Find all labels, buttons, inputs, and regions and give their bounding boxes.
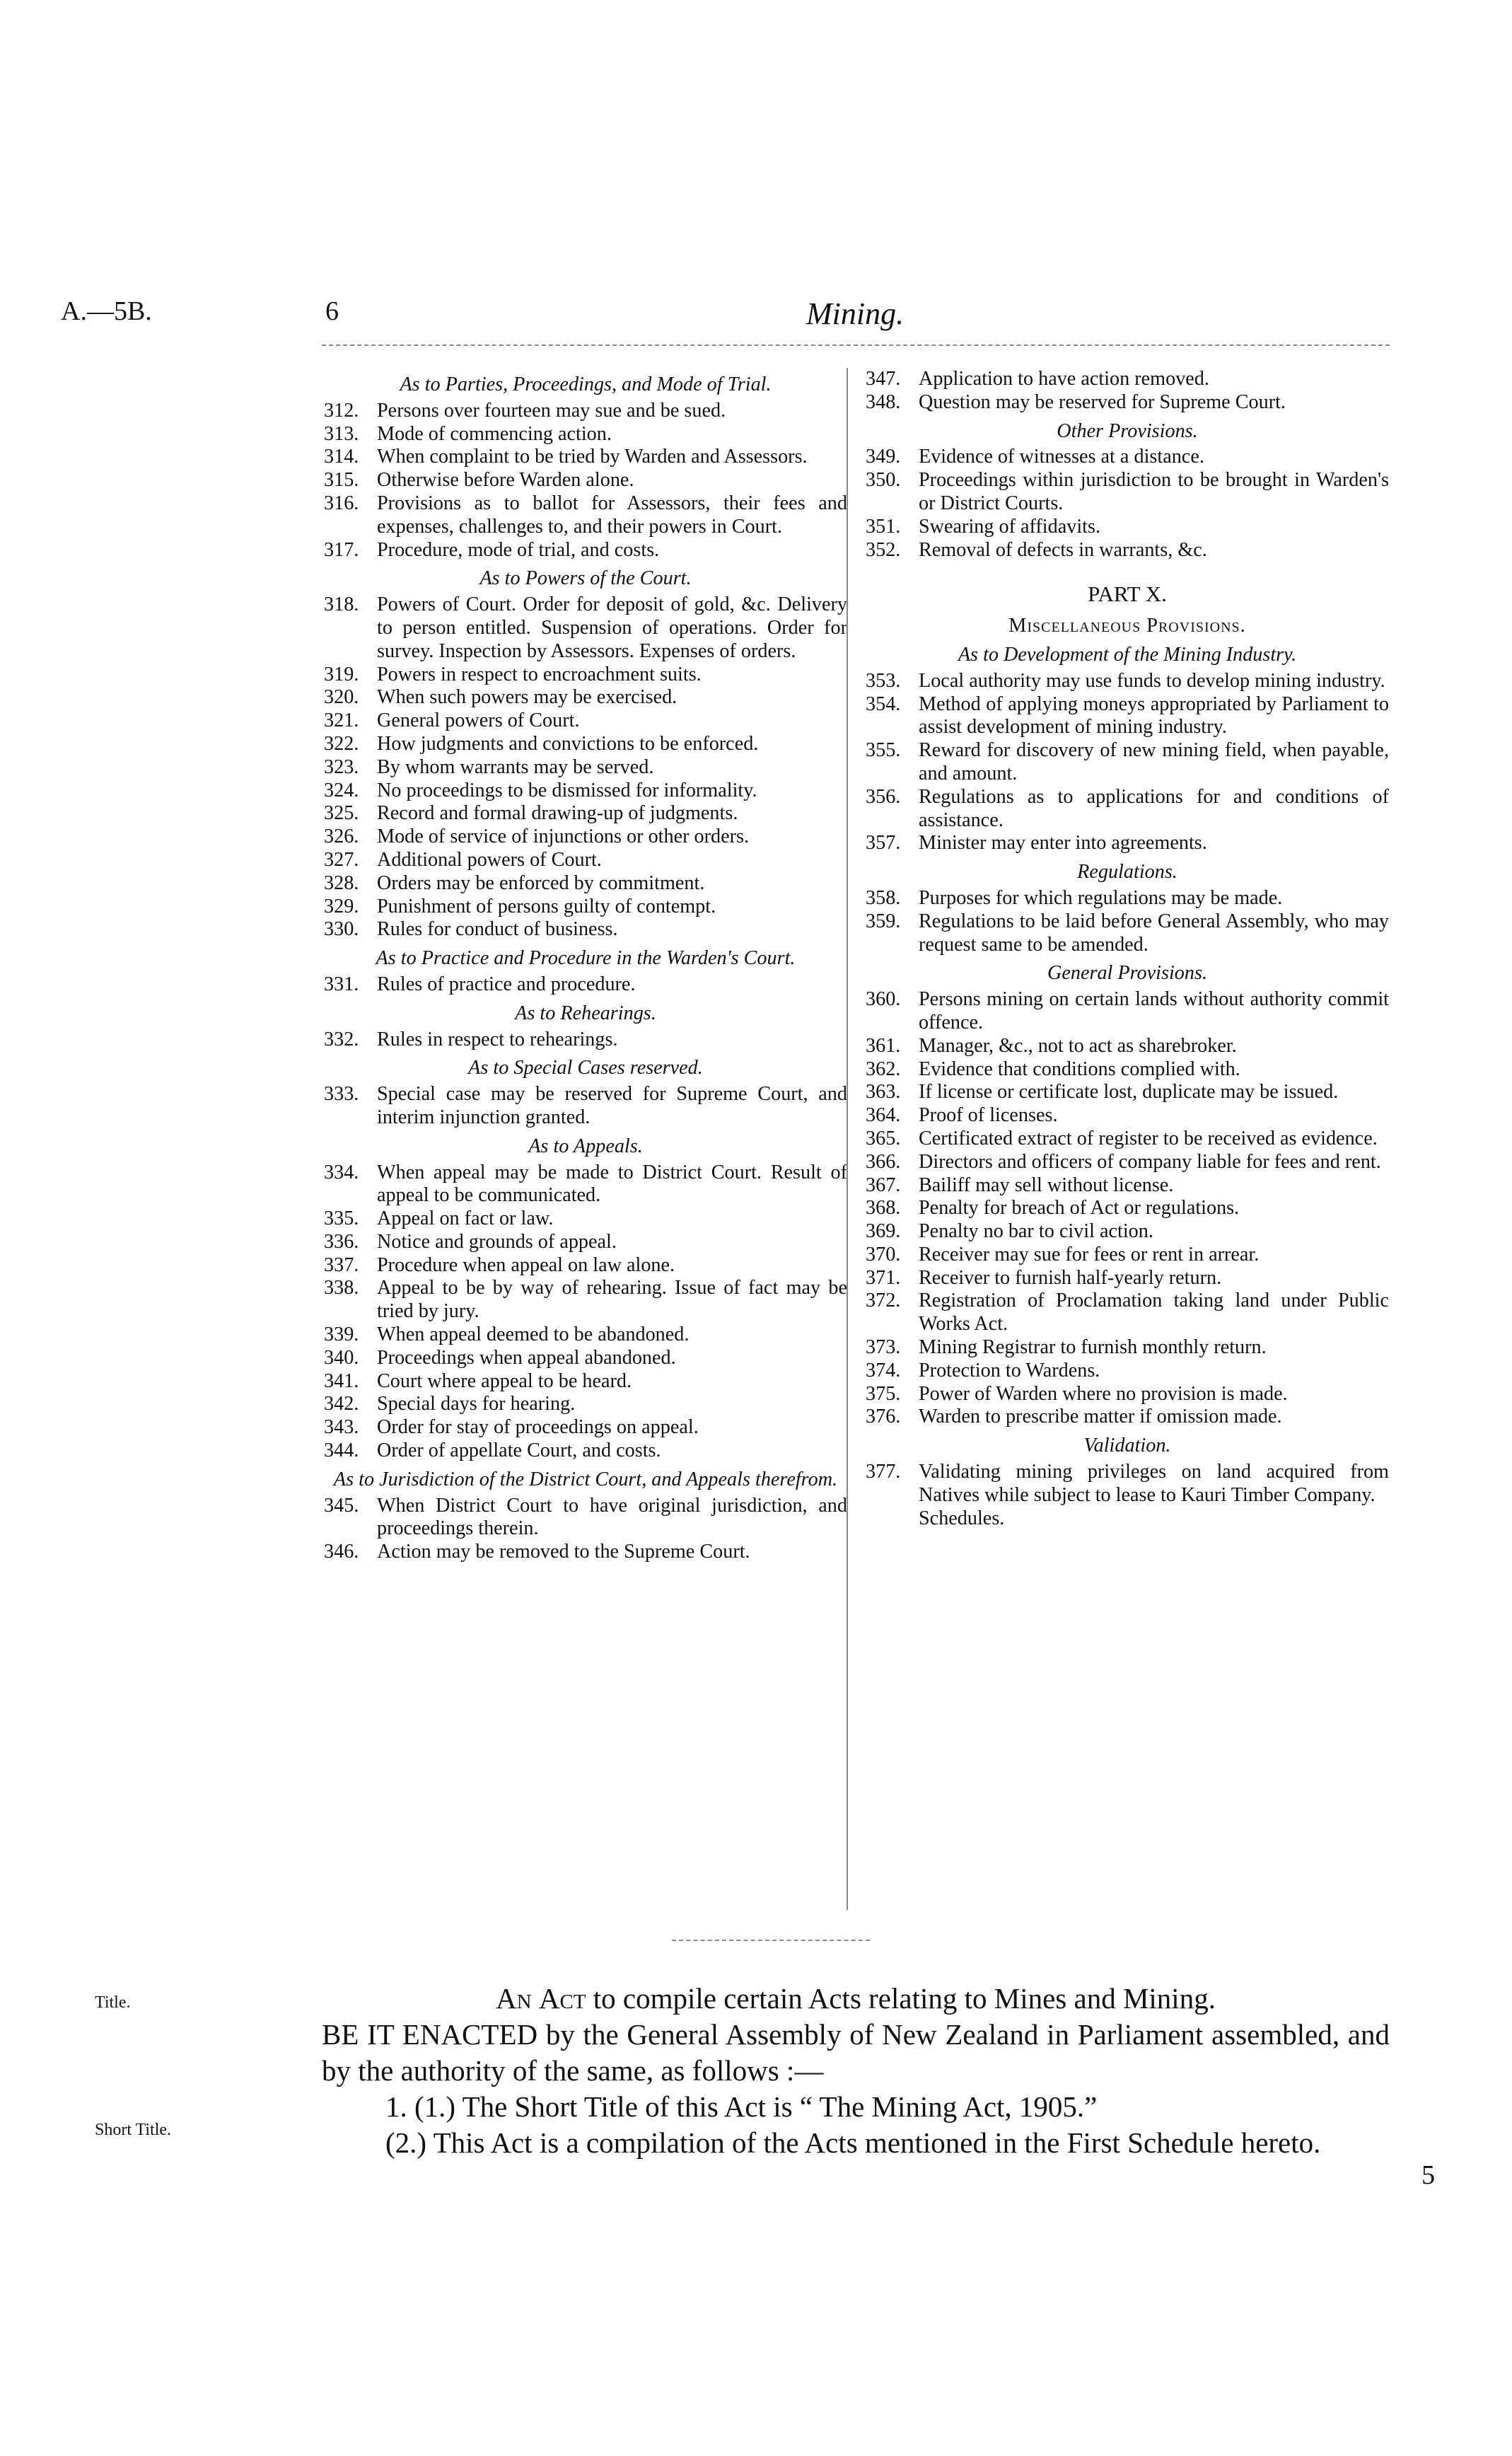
section-description: Procedure when appeal on law alone. <box>377 1253 675 1276</box>
section-description: Court where appeal to be heard. <box>377 1369 632 1392</box>
section-description: Order for stay of proceedings on appeal. <box>377 1416 699 1439</box>
section-1-2: (2.) This Act is a compilation of the Acts mentioned in the First Schedule hereto. <box>385 2126 1321 2159</box>
contents-entry <box>324 1440 847 1463</box>
section-description: Procedure, mode of trial, and costs. <box>377 538 660 561</box>
section-description: Special days for hearing. <box>377 1393 576 1415</box>
section-description: Certificated extract of register to be received as evidence. <box>919 1127 1378 1149</box>
contents-entry <box>324 1495 847 1541</box>
section-description: Order of appellate Court, and costs. <box>377 1440 661 1462</box>
contents-entry <box>324 1207 847 1231</box>
contents-entry <box>324 539 847 562</box>
section-description: Penalty no bar to civil action. <box>919 1220 1153 1243</box>
section-number: 319. <box>324 663 359 685</box>
long-title-text: to compile certain Acts relating to Mines and Mining. <box>593 1982 1216 2015</box>
contents-subheading: Other Provisions. <box>1057 419 1198 442</box>
section-number: 335. <box>324 1207 359 1230</box>
contents-entry <box>324 1277 847 1323</box>
contents-entry <box>324 423 847 446</box>
document-code: A.—5B. <box>61 296 152 326</box>
section-number: 338. <box>324 1277 359 1299</box>
section-description: Penalty for breach of Act or regulations. <box>919 1197 1240 1220</box>
contents-left-column <box>324 368 847 1564</box>
contents-entry <box>866 1406 1389 1429</box>
contents-subheading: As to Development of the Mining Industry. <box>958 643 1297 666</box>
section-description: Rules in respect to rehearings. <box>377 1028 618 1050</box>
margin-note-title: Title. <box>95 1993 131 2012</box>
contents-entry <box>324 664 847 687</box>
contents-entry <box>324 849 847 872</box>
contents-entry <box>324 1254 847 1278</box>
contents-entry <box>324 973 847 997</box>
contents-subheading: Regulations. <box>1077 861 1177 884</box>
section-number: 348. <box>866 390 901 413</box>
section-description: Question may be reserved for Supreme Court. <box>919 390 1286 413</box>
section-number: 312. <box>324 399 359 422</box>
section-number: 363. <box>866 1081 901 1104</box>
contents-entry <box>324 1416 847 1440</box>
section-number: 329. <box>324 895 359 917</box>
page-number: 6 <box>325 296 339 326</box>
section-description: Warden to prescribe matter if omission made. <box>919 1406 1282 1428</box>
section-number: 331. <box>324 973 359 995</box>
section-number: 344. <box>324 1440 359 1462</box>
section-number: 345. <box>324 1494 359 1517</box>
section-description: Special case may be reserved for Supreme Court, and interim injunction granted. <box>377 1083 847 1128</box>
section-description: By whom warrants may be served. <box>377 755 654 778</box>
section-description: Mining Registrar to furnish monthly return. <box>919 1336 1267 1359</box>
contents-subheading: As to Powers of the Court. <box>479 567 692 590</box>
section-number: 365. <box>866 1127 901 1149</box>
contents-subheading: General Provisions. <box>1047 962 1207 985</box>
section-description: Punishment of persons guilty of contempt. <box>377 895 716 917</box>
contents-subheading: As to Practice and Procedure in the Warden's Court. <box>376 947 796 970</box>
section-description: Provisions as to ballot for Assessors, their fees and expenses, challenges to, and their powers in Court. <box>377 492 847 538</box>
contents-entry <box>866 1267 1389 1290</box>
contents-entry <box>866 887 1389 910</box>
column-divider <box>847 368 848 1910</box>
section-description: When District Court to have original jurisdiction, and proceedings therein. <box>377 1494 847 1540</box>
section-number: 347. <box>866 368 901 390</box>
section-description: When complaint to be tried by Warden and Assessors. <box>377 446 808 468</box>
section-number: 314. <box>324 446 359 468</box>
section-number: 327. <box>324 848 359 871</box>
section-number: 376. <box>866 1406 901 1428</box>
section-number: 330. <box>324 918 359 941</box>
contents-entry <box>866 368 1389 391</box>
section-description: How judgments and convictions to be enforced. <box>377 732 759 755</box>
contents-entry <box>324 802 847 826</box>
section-number: 358. <box>866 886 901 909</box>
section-description: Appeal to be by way of rehearing. Issue of fact may be tried by jury. <box>377 1277 847 1323</box>
section-number: 321. <box>324 709 359 732</box>
contents-entry <box>324 446 847 469</box>
section-number: 315. <box>324 469 359 492</box>
section-number: 362. <box>866 1058 901 1080</box>
section-number: 364. <box>866 1104 901 1127</box>
section-number: 323. <box>324 755 359 778</box>
section-number: 326. <box>324 826 359 848</box>
section-number: 355. <box>866 739 901 762</box>
section-description: Validating mining privileges on land acquired from Natives while subject to lease to Kauri Timber Company. <box>919 1461 1389 1506</box>
contents-entry <box>866 670 1389 693</box>
page-title: Mining. <box>806 296 905 331</box>
contents-entry <box>324 593 847 663</box>
section-number: 367. <box>866 1174 901 1196</box>
section-description: Evidence that conditions complied with. <box>919 1058 1240 1080</box>
section-number: 377. <box>866 1461 901 1483</box>
section-description: Local authority may use funds to develop mining industry. <box>919 669 1385 692</box>
section-description: Swearing of affidavits. <box>919 515 1101 538</box>
contents-entry <box>866 1244 1389 1267</box>
contents-entry <box>866 1360 1389 1383</box>
section-number: 332. <box>324 1028 359 1050</box>
contents-entry <box>866 910 1389 957</box>
contents-subheading: As to Jurisdiction of the District Court, and Appeals therefrom. <box>333 1468 838 1490</box>
section-description: Rules for conduct of business. <box>377 918 618 941</box>
enacting-clause: BE IT ENACTED by the General Assembly of New Zealand in Parliament assembled, and by the authority of the same, as follows :— <box>322 2018 1390 2087</box>
section-description: Powers in respect to encroachment suits. <box>377 663 702 685</box>
section-number: 317. <box>324 538 359 561</box>
section-description: Appeal on fact or law. <box>377 1207 554 1230</box>
contents-entry <box>324 1231 847 1254</box>
contents-entry <box>324 1347 847 1370</box>
section-description: Rules of practice and procedure. <box>377 973 636 995</box>
section-number: 340. <box>324 1346 359 1369</box>
contents-entry <box>324 826 847 849</box>
section-description: Directors and officers of company liable for fees and rent. <box>919 1150 1381 1173</box>
section-description: Power of Warden where no provision is made. <box>919 1382 1288 1405</box>
contents-subheading: As to Special Cases reserved. <box>468 1057 703 1079</box>
section-number: 351. <box>866 515 901 538</box>
contents-entry <box>866 1151 1389 1174</box>
contents-entry <box>324 1541 847 1564</box>
section-number: 368. <box>866 1197 901 1220</box>
section-description: Action may be removed to the Supreme Court. <box>377 1541 750 1563</box>
section-1-1: 1. (1.) The Short Title of this Act is “ The Mining Act, 1905.” <box>385 2090 1098 2123</box>
section-number: 357. <box>866 832 901 855</box>
line-number: 5 <box>1421 2160 1435 2190</box>
section-description: Record and formal drawing-up of judgments. <box>377 802 738 825</box>
contents-entry <box>866 1035 1389 1058</box>
section-description: Receiver may sue for fees or rent in arrear. <box>919 1243 1260 1265</box>
contents-end-rule <box>672 1940 870 1941</box>
section-description: Persons over fourteen may sue and be sued. <box>377 399 726 422</box>
contents-entry <box>866 1383 1389 1406</box>
header-rule <box>322 344 1390 346</box>
contents-entry <box>866 1058 1389 1082</box>
contents-entry <box>324 709 847 733</box>
section-description: Mode of service of injunctions or other orders. <box>377 826 750 848</box>
section-description: When such powers may be exercised. <box>377 686 678 709</box>
contents-entry <box>866 469 1389 516</box>
contents-entry <box>866 1104 1389 1128</box>
contents-entry <box>866 446 1389 469</box>
section-number: 375. <box>866 1382 901 1405</box>
long-title <box>322 1981 1390 2017</box>
contents-entry <box>324 1323 847 1347</box>
section-number: 359. <box>866 910 901 932</box>
section-number: 343. <box>324 1416 359 1439</box>
section-number: 350. <box>866 469 901 492</box>
contents-entry <box>866 786 1389 833</box>
section-number: 374. <box>866 1359 901 1382</box>
section-description: Regulations to be laid before General Assembly, who may request same to be amended. <box>919 910 1389 956</box>
section-number: 370. <box>866 1243 901 1265</box>
section-number: 356. <box>866 785 901 808</box>
section-number: 313. <box>324 422 359 445</box>
section-description: General powers of Court. <box>377 709 580 732</box>
contents-entry <box>866 1174 1389 1198</box>
section-description: Proof of licenses. <box>919 1104 1058 1127</box>
section-number: 346. <box>324 1541 359 1563</box>
section-number: 334. <box>324 1161 359 1183</box>
section-description: Otherwise before Warden alone. <box>377 469 634 492</box>
section-number: 339. <box>324 1323 359 1346</box>
contents-entry <box>324 733 847 756</box>
section-number: 325. <box>324 802 359 825</box>
contents-entry <box>324 756 847 780</box>
section-number: 360. <box>866 988 901 1011</box>
section-number: 366. <box>866 1150 901 1173</box>
contents-entry <box>324 686 847 709</box>
contents-entry <box>866 739 1389 786</box>
contents-entry <box>866 1336 1389 1360</box>
margin-note-short-title: Short Title. <box>95 2121 172 2139</box>
contents-subheading: Validation. <box>1083 1435 1171 1457</box>
section-number: 341. <box>324 1369 359 1392</box>
contents-entry <box>866 1197 1389 1220</box>
contents-subheading: As to Parties, Proceedings, and Mode of Trial. <box>400 373 772 395</box>
schedules-entry: Schedules. <box>919 1507 1005 1529</box>
section-description: Mode of commencing action. <box>377 422 612 445</box>
running-header <box>0 296 1512 338</box>
contents-entry <box>866 1081 1389 1104</box>
contents-entry <box>866 516 1389 539</box>
section-description: Application to have action removed. <box>919 368 1209 390</box>
section-number: 328. <box>324 871 359 894</box>
section-description: No proceedings to be dismissed for informality. <box>377 779 757 801</box>
contents-entry <box>324 918 847 942</box>
section-number: 372. <box>866 1290 901 1312</box>
contents-entry <box>866 1290 1389 1336</box>
section-description: Protection to Wardens. <box>919 1359 1100 1382</box>
contents-entry <box>324 469 847 492</box>
part-title: Miscellaneous Provisions. <box>1008 615 1246 637</box>
section-description: Registration of Proclamation taking land under Public Works Act. <box>919 1290 1389 1336</box>
section-description: Method of applying moneys appropriated by Parliament to assist development of mining industry. <box>919 693 1389 738</box>
section-description: When appeal may be made to District Court. Result of appeal to be communicated. <box>377 1161 847 1207</box>
long-title-an: An <box>496 1982 532 2015</box>
section-description: Manager, &c., not to act as sharebroker. <box>919 1034 1237 1057</box>
section-number: 349. <box>866 446 901 468</box>
contents-entry <box>324 492 847 539</box>
part-heading: PART X. <box>1088 581 1167 607</box>
contents-entry <box>324 1393 847 1416</box>
contents-entry <box>866 1128 1389 1151</box>
contents-entry <box>324 1370 847 1394</box>
act-body <box>322 1981 1390 2161</box>
section-description: Removal of defects in warrants, &c. <box>919 538 1207 561</box>
section-number: 361. <box>866 1034 901 1057</box>
section-number: 354. <box>866 693 901 715</box>
section-description: If license or certificate lost, duplicate may be issued. <box>919 1081 1339 1104</box>
contents-entry <box>324 400 847 423</box>
contents-subheading: As to Rehearings. <box>515 1002 656 1024</box>
contents-subheading: As to Appeals. <box>528 1135 643 1157</box>
section-number: 320. <box>324 686 359 709</box>
contents-entry <box>866 1461 1389 1507</box>
section-description: Notice and grounds of appeal. <box>377 1230 617 1253</box>
contents-entry <box>866 1220 1389 1244</box>
section-number: 336. <box>324 1230 359 1253</box>
contents-entry <box>866 988 1389 1035</box>
contents-entry <box>866 391 1389 415</box>
section-description: Receiver to furnish half-yearly return. <box>919 1266 1222 1289</box>
section-description: Purposes for which regulations may be made. <box>919 886 1283 909</box>
section-number: 318. <box>324 593 359 616</box>
section-number: 353. <box>866 669 901 692</box>
section-description: Additional powers of Court. <box>377 848 602 871</box>
section-number: 342. <box>324 1393 359 1415</box>
section-number: 373. <box>866 1336 901 1359</box>
contents-entry <box>324 1029 847 1052</box>
contents-entry <box>324 780 847 803</box>
section-number: 337. <box>324 1253 359 1276</box>
section-description: Persons mining on certain lands without authority commit offence. <box>919 988 1389 1033</box>
section-number: 371. <box>866 1266 901 1289</box>
section-number: 322. <box>324 732 359 755</box>
contents-entry <box>866 539 1389 562</box>
section-number: 369. <box>866 1220 901 1243</box>
section-description: Bailiff may sell without license. <box>919 1174 1174 1196</box>
section-description: Proceedings within jurisdiction to be brought in Warden's or District Courts. <box>919 469 1389 514</box>
contents-entry <box>324 1083 847 1130</box>
section-description: Regulations as to applications for and conditions of assistance. <box>919 785 1389 831</box>
section-description: Powers of Court. Order for deposit of gold, &c. Delivery to person entitled. Suspension of operations. Order for survey. Inspection by Assessors. Expenses of orders. <box>377 593 847 662</box>
contents-right-column <box>866 368 1389 1530</box>
section-description: Minister may enter into agreements. <box>919 832 1207 855</box>
long-title-act: Act <box>538 1982 586 2015</box>
section-description: Reward for discovery of new mining field, when payable, and amount. <box>919 739 1389 784</box>
section-number: 333. <box>324 1083 359 1106</box>
contents-entry <box>324 1162 847 1208</box>
section-description: Orders may be enforced by commitment. <box>377 871 705 894</box>
section-description: Evidence of witnesses at a distance. <box>919 446 1204 468</box>
contents-entry <box>324 872 847 896</box>
contents-entry <box>324 896 847 919</box>
contents-entry <box>866 832 1389 855</box>
section-description: When appeal deemed to be abandoned. <box>377 1323 690 1346</box>
section-number: 352. <box>866 538 901 561</box>
contents-entry <box>866 693 1389 740</box>
section-number: 324. <box>324 779 359 801</box>
section-description: Proceedings when appeal abandoned. <box>377 1346 676 1369</box>
section-number: 316. <box>324 492 359 514</box>
